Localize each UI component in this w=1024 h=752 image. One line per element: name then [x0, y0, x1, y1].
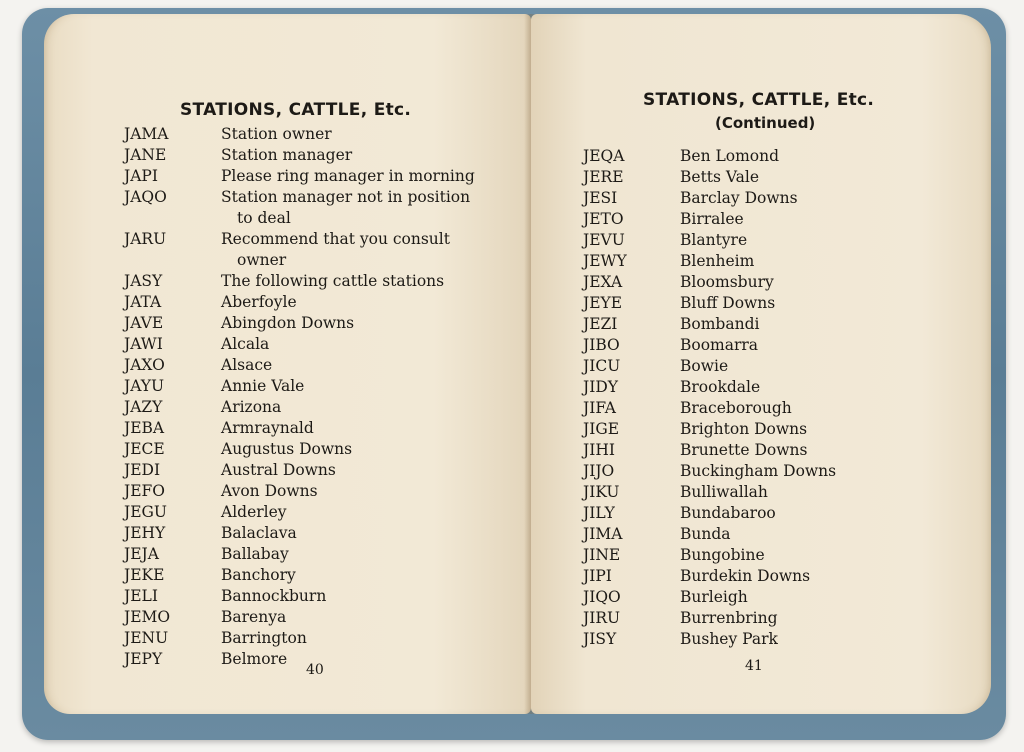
entry-meaning-text: Annie Vale	[221, 377, 305, 395]
entry-meaning-text: Burrenbring	[680, 609, 778, 627]
entry-meaning-text: Station manager	[221, 146, 353, 164]
left-page	[44, 14, 531, 714]
entry-meaning-text: Burdekin Downs	[680, 567, 811, 585]
entry-code: JEFO	[124, 482, 165, 500]
entry-meaning	[221, 187, 524, 229]
entry-code: JILY	[583, 504, 615, 522]
entry-meaning	[680, 545, 903, 566]
code-entry	[124, 166, 524, 187]
entry-meaning	[680, 419, 903, 440]
entry-code: JARU	[124, 230, 167, 248]
entry-meaning	[680, 209, 903, 230]
entry-code: JAXO	[124, 356, 165, 374]
entry-code: JEVU	[583, 231, 625, 249]
entry-meaning-text: Station owner	[221, 125, 332, 143]
code-entry	[583, 587, 903, 608]
entry-meaning	[221, 397, 524, 418]
entry-meaning	[680, 608, 903, 629]
entry-code: JIJO	[583, 462, 615, 480]
left-page-title: STATIONS, CATTLE, Etc.	[180, 100, 412, 120]
code-entry	[583, 545, 903, 566]
entry-meaning-text: Augustus Downs	[221, 440, 353, 458]
entry-meaning-text: Bombandi	[680, 315, 760, 333]
entry-code: JICU	[583, 357, 621, 375]
entry-meaning	[680, 293, 903, 314]
code-entry	[124, 187, 524, 229]
entry-code: JEYE	[583, 294, 623, 312]
entry-code: JESI	[583, 189, 618, 207]
left-page-number: 40	[306, 662, 324, 678]
entry-meaning-text: Austral Downs	[221, 461, 336, 479]
entry-meaning	[221, 460, 524, 481]
entry-code: JEJA	[124, 545, 159, 563]
entry-meaning-text: Barrington	[221, 629, 307, 647]
entry-code: JEPY	[124, 650, 163, 668]
entry-meaning	[221, 565, 524, 586]
entry-meaning-text: Ballabay	[221, 545, 289, 563]
entry-meaning-text: Bulliwallah	[680, 483, 768, 501]
entry-meaning	[680, 230, 903, 251]
entry-meaning	[680, 503, 903, 524]
code-entry	[583, 629, 903, 650]
entry-code: JEDI	[124, 461, 161, 479]
entry-meaning-text: Bushey Park	[680, 630, 778, 648]
code-entry	[583, 188, 903, 209]
code-entry	[583, 167, 903, 188]
entry-code: JIMA	[583, 525, 623, 543]
entry-meaning-text: Ben Lomond	[680, 147, 780, 165]
entry-code: JAQO	[124, 188, 167, 206]
entry-code: JIPI	[583, 567, 612, 585]
entry-meaning	[680, 398, 903, 419]
right-page-title: STATIONS, CATTLE, Etc.	[643, 90, 875, 110]
entry-code: JASY	[124, 272, 163, 290]
entry-meaning	[680, 566, 903, 587]
entry-meaning	[221, 334, 524, 355]
code-entry	[583, 230, 903, 251]
entry-code: JEHY	[124, 524, 166, 542]
entry-meaning-text: Alderley	[221, 503, 287, 521]
entry-meaning	[221, 607, 524, 628]
entry-meaning-text: Belmore	[221, 650, 288, 668]
code-entry	[583, 314, 903, 335]
entry-meaning-text: Recommend that you consult	[221, 230, 450, 248]
entry-meaning	[680, 524, 903, 545]
code-entry	[124, 544, 524, 565]
entry-code: JEMO	[124, 608, 171, 626]
entry-code: JECE	[124, 440, 165, 458]
entry-meaning-text: Please ring manager in morning	[221, 167, 475, 185]
entry-meaning-text: Bloomsbury	[680, 273, 774, 291]
entry-meaning-text: Birralee	[680, 210, 744, 228]
entry-meaning-text: Bowie	[680, 357, 729, 375]
entry-code: JAMA	[124, 125, 169, 143]
entry-code: JISY	[583, 630, 617, 648]
entry-code: JEXA	[583, 273, 623, 291]
code-entry	[124, 334, 524, 355]
entry-meaning	[221, 229, 524, 271]
entry-meaning	[680, 314, 903, 335]
entry-code: JIBO	[583, 336, 620, 354]
entry-code: JAPI	[124, 167, 158, 185]
code-entry	[124, 523, 524, 544]
entry-meaning-text: Braceborough	[680, 399, 792, 417]
entry-meaning-text: Armraynald	[221, 419, 314, 437]
code-entry	[124, 229, 524, 271]
entry-meaning	[221, 418, 524, 439]
entry-meaning	[221, 502, 524, 523]
entry-code: JIFA	[583, 399, 616, 417]
code-entry	[583, 398, 903, 419]
entry-meaning	[221, 649, 524, 670]
code-entry	[124, 565, 524, 586]
right-page	[531, 14, 991, 714]
entry-meaning-text: Buckingham Downs	[680, 462, 837, 480]
entry-meaning-text: Barclay Downs	[680, 189, 798, 207]
entry-meaning-text: Blenheim	[680, 252, 755, 270]
right-page-number: 41	[745, 658, 763, 674]
entry-code: JAWI	[124, 335, 163, 353]
left-entry-list	[124, 124, 524, 670]
entry-meaning-text: Alsace	[221, 356, 273, 374]
entry-meaning-text: Bluff Downs	[680, 294, 776, 312]
entry-meaning	[221, 481, 524, 502]
entry-meaning-continuation: to deal	[237, 209, 291, 227]
entry-meaning-text: Alcala	[221, 335, 270, 353]
code-entry	[583, 566, 903, 587]
entry-meaning-text: Aberfoyle	[221, 293, 297, 311]
entry-meaning-text: Boomarra	[680, 336, 759, 354]
entry-code: JEKE	[124, 566, 165, 584]
entry-code: JAVE	[124, 314, 164, 332]
entry-meaning	[221, 544, 524, 565]
entry-code: JAZY	[124, 398, 163, 416]
entry-code: JIKU	[583, 483, 620, 501]
code-entry	[124, 145, 524, 166]
entry-meaning-text: Balaclava	[221, 524, 297, 542]
entry-meaning	[680, 167, 903, 188]
entry-meaning-text: Blantyre	[680, 231, 748, 249]
right-entry-list	[583, 146, 903, 650]
entry-meaning	[680, 482, 903, 503]
entry-meaning	[680, 377, 903, 398]
entry-meaning-text: Bannockburn	[221, 587, 327, 605]
code-entry	[124, 355, 524, 376]
entry-meaning-text: Abingdon Downs	[221, 314, 355, 332]
entry-code: JIQO	[583, 588, 621, 606]
code-entry	[583, 272, 903, 293]
entry-meaning	[680, 251, 903, 272]
code-entry	[583, 146, 903, 167]
entry-code: JETO	[583, 210, 624, 228]
code-entry	[124, 628, 524, 649]
code-entry	[124, 124, 524, 145]
code-entry	[583, 461, 903, 482]
code-entry	[124, 460, 524, 481]
entry-meaning-text: Brookdale	[680, 378, 761, 396]
code-entry	[124, 397, 524, 418]
entry-meaning-text: Station manager not in position	[221, 188, 471, 206]
entry-meaning	[680, 188, 903, 209]
code-entry	[124, 439, 524, 460]
right-page-subtitle: (Continued)	[715, 114, 816, 132]
entry-code: JEWY	[583, 252, 627, 270]
entry-meaning-text: The following cattle stations	[221, 272, 445, 290]
code-entry	[124, 502, 524, 523]
entry-code: JANE	[124, 146, 167, 164]
entry-meaning	[221, 145, 524, 166]
entry-meaning	[680, 146, 903, 167]
entry-meaning-text: Betts Vale	[680, 168, 760, 186]
code-entry	[583, 440, 903, 461]
entry-meaning-text: Bundabaroo	[680, 504, 776, 522]
entry-meaning-text: Bunda	[680, 525, 731, 543]
entry-code: JELI	[124, 587, 158, 605]
code-entry	[124, 649, 524, 670]
entry-code: JINE	[583, 546, 621, 564]
entry-meaning	[221, 586, 524, 607]
entry-meaning	[680, 629, 903, 650]
code-entry	[583, 251, 903, 272]
code-entry	[583, 482, 903, 503]
entry-meaning-continuation: owner	[237, 251, 287, 269]
entry-meaning-text: Barenya	[221, 608, 287, 626]
code-entry	[124, 607, 524, 628]
entry-code: JENU	[124, 629, 169, 647]
entry-meaning	[680, 587, 903, 608]
code-entry	[583, 419, 903, 440]
code-entry	[583, 293, 903, 314]
code-entry	[124, 376, 524, 397]
entry-code: JIHI	[583, 441, 615, 459]
entry-meaning-text: Avon Downs	[221, 482, 318, 500]
entry-meaning-text: Arizona	[221, 398, 282, 416]
entry-code: JEZI	[583, 315, 618, 333]
entry-meaning	[680, 440, 903, 461]
entry-meaning	[221, 166, 524, 187]
entry-meaning	[680, 272, 903, 293]
entry-meaning	[221, 124, 524, 145]
entry-meaning	[221, 355, 524, 376]
entry-meaning	[221, 271, 524, 292]
entry-code: JATA	[124, 293, 162, 311]
entry-code: JIDY	[583, 378, 618, 396]
entry-meaning-text: Brighton Downs	[680, 420, 808, 438]
entry-meaning	[221, 523, 524, 544]
entry-meaning	[680, 356, 903, 377]
entry-meaning	[680, 461, 903, 482]
entry-meaning	[221, 628, 524, 649]
entry-code: JIGE	[583, 420, 620, 438]
entry-code: JIRU	[583, 609, 621, 627]
code-entry	[583, 524, 903, 545]
entry-meaning	[221, 313, 524, 334]
code-entry	[583, 608, 903, 629]
entry-code: JEBA	[124, 419, 165, 437]
entry-meaning	[680, 335, 903, 356]
code-entry	[583, 209, 903, 230]
entry-code: JERE	[583, 168, 624, 186]
entry-meaning-text: Bungobine	[680, 546, 765, 564]
entry-code: JEQA	[583, 147, 625, 165]
entry-meaning	[221, 292, 524, 313]
code-entry	[583, 356, 903, 377]
entry-code: JAYU	[124, 377, 165, 395]
entry-meaning-text: Brunette Downs	[680, 441, 808, 459]
entry-code: JEGU	[124, 503, 167, 521]
code-entry	[124, 313, 524, 334]
code-entry	[583, 335, 903, 356]
entry-meaning	[221, 376, 524, 397]
code-entry	[583, 377, 903, 398]
code-entry	[124, 481, 524, 502]
entry-meaning-text: Banchory	[221, 566, 296, 584]
code-entry	[124, 586, 524, 607]
entry-meaning-text: Burleigh	[680, 588, 748, 606]
code-entry	[124, 418, 524, 439]
code-entry	[124, 271, 524, 292]
code-entry	[124, 292, 524, 313]
code-entry	[583, 503, 903, 524]
entry-meaning	[221, 439, 524, 460]
